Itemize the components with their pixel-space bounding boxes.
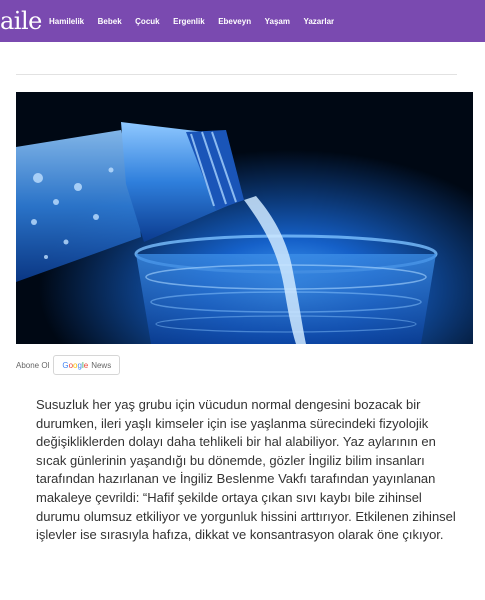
- nav-item-ergenlik[interactable]: Ergenlik: [173, 16, 205, 26]
- abone-ol-label: Abone Ol: [16, 360, 50, 370]
- nav-item-bebek[interactable]: Bebek: [97, 16, 122, 26]
- article-hero-image: [16, 92, 473, 344]
- google-news-label: News: [91, 360, 112, 370]
- header-divider: [16, 74, 457, 75]
- site-logo[interactable]: aile: [0, 7, 42, 35]
- nav-item-yazarlar[interactable]: Yazarlar: [303, 16, 335, 26]
- water-pouring-illustration: [16, 92, 473, 344]
- google-wordmark: Google: [62, 360, 89, 370]
- top-navigation-bar: [0, 0, 485, 42]
- nav-item-cocuk[interactable]: Çocuk: [135, 16, 160, 26]
- google-news-button[interactable]: [53, 355, 120, 375]
- nav-item-hamilelik[interactable]: Hamilelik: [49, 16, 85, 26]
- subscribe-row: [16, 355, 120, 375]
- nav-item-yasam[interactable]: Yaşam: [264, 16, 290, 26]
- nav-item-ebeveyn[interactable]: Ebeveyn: [218, 16, 252, 26]
- article-paragraph: Susuzluk her yaş grubu için vücudun normal dengesini bozacak bir durumken, ileri yaşlı kimseler için ise yaşlanma sürecindeki fizyolojik değişikliklerden dolayı daha tehlikeli bir hal alabiliyor. Yaz aylarının en sıcak günlerinin yaşandığı bu dönemde, gözler İngiliz bilim insanları tarafından hazırlanan ve İngiliz Beslenme Vakfı tarafından yayınlanan makaleye çevrildi: “Hafif şekilde ortaya çıkan sıvı kaybı bile zihinsel durumu olumsuz etkiliyor ve yorgunluk hissini arttırıyor. Etkilenen zihinsel işlevler ise sırasıyla hafıza, dikkat ve konsantrasyon olarak öne çıkıyor.: [36, 397, 456, 543]
- main-nav: [49, 0, 348, 42]
